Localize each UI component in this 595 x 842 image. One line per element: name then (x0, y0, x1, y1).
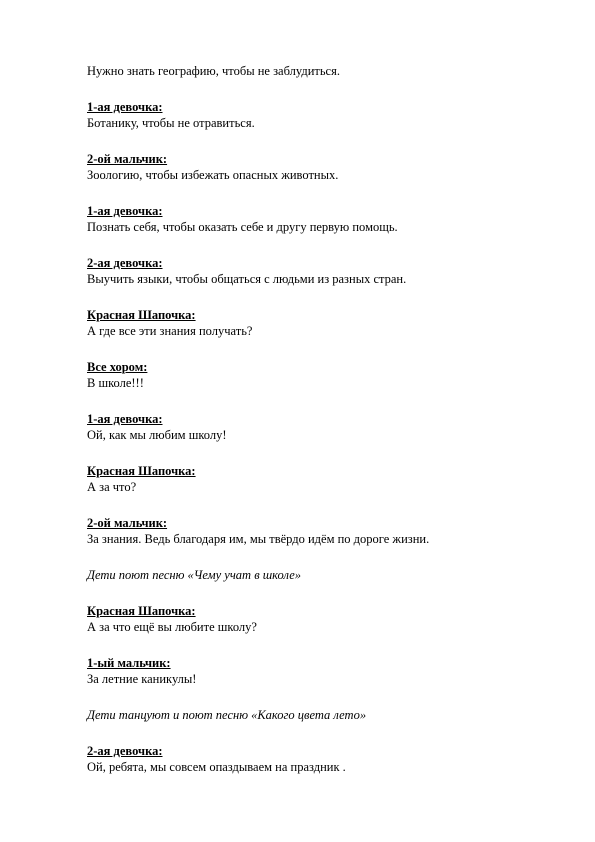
speaker-label: Красная Шапочка: (87, 464, 196, 478)
stage-direction: Дети танцуют и поют песню «Какого цвета лето» (87, 708, 367, 722)
dialogue-line: А за что ещё вы любите школу? (87, 620, 257, 634)
dialogue-line: За знания. Ведь благодаря им, мы твёрдо идём по дороге жизни. (87, 532, 430, 546)
speaker-label: 2-ой мальчик: (87, 516, 168, 530)
stage-direction: Дети поют песню «Чему учат в школе» (87, 568, 302, 582)
dialogue-line: А где все эти знания получать? (87, 324, 253, 338)
speaker-label: 1-ая девочка: (87, 204, 163, 218)
speaker-label: Красная Шапочка: (87, 308, 196, 322)
dialogue-line: А за что? (87, 480, 137, 494)
document-body (87, 63, 517, 775)
speaker-label: Красная Шапочка: (87, 604, 196, 618)
speaker-label: 1-ый мальчик: (87, 656, 171, 670)
dialogue-line: Зоологию, чтобы избежать опасных животных. (87, 168, 339, 182)
dialogue-line: В школе!!! (87, 376, 144, 390)
speaker-label: Все хором: (87, 360, 148, 374)
speaker-label: 1-ая девочка: (87, 100, 163, 114)
dialogue-line: Ой, ребята, мы совсем опаздываем на праздник . (87, 760, 346, 774)
speaker-label: 2-ая девочка: (87, 744, 163, 758)
intro-line: Нужно знать географию, чтобы не заблудиться. (87, 64, 340, 78)
dialogue-line: Познать себя, чтобы оказать себе и другу первую помощь. (87, 220, 398, 234)
dialogue-line: Ой, как мы любим школу! (87, 428, 227, 442)
speaker-label: 2-ая девочка: (87, 256, 163, 270)
dialogue-line: За летние каникулы! (87, 672, 197, 686)
dialogue-line: Выучить языки, чтобы общаться с людьми из разных стран. (87, 272, 407, 286)
dialogue-line: Ботанику, чтобы не отравиться. (87, 116, 255, 130)
speaker-label: 2-ой мальчик: (87, 152, 168, 166)
speaker-label: 1-ая девочка: (87, 412, 163, 426)
